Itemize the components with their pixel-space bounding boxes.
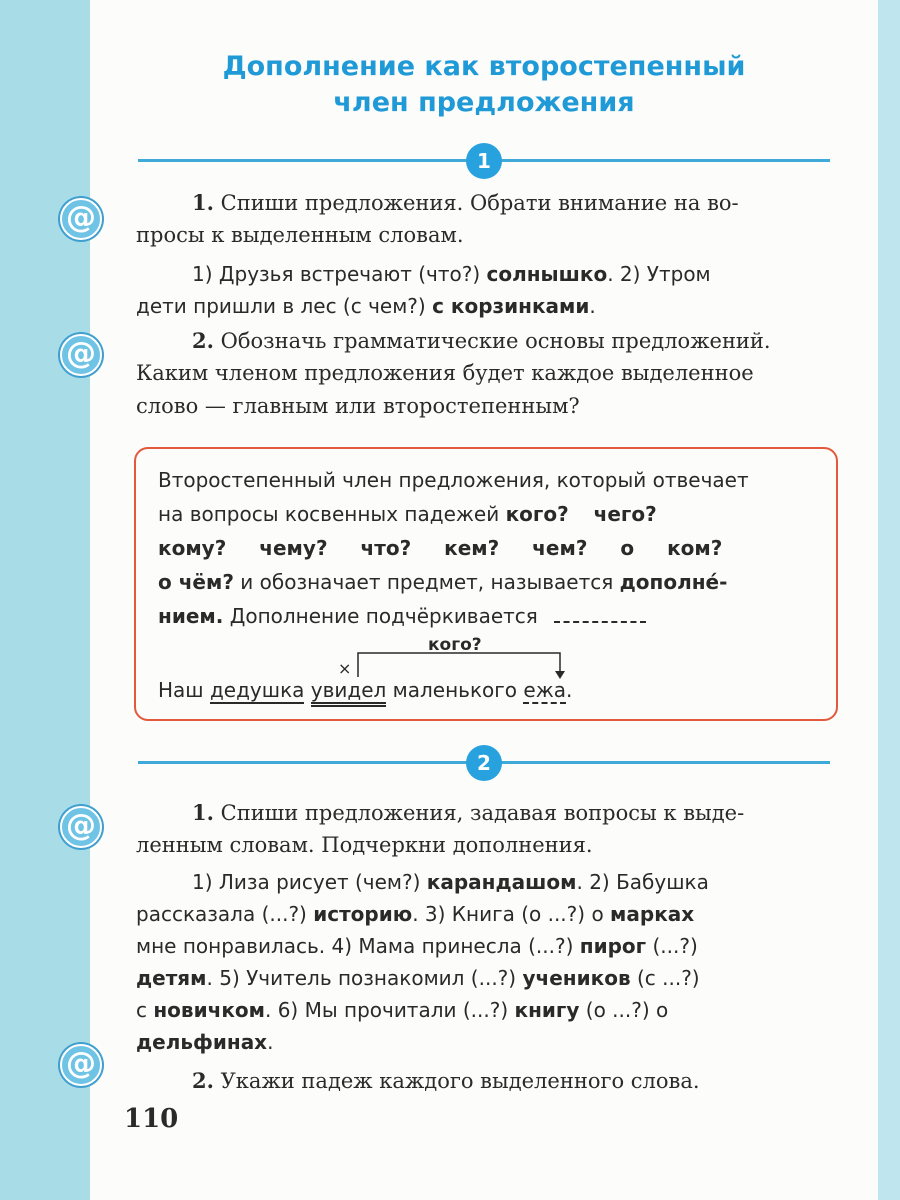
cross-mark: × (338, 659, 352, 678)
task-text-line1: Спиши предложения. Обрати внимание на во- (220, 191, 739, 215)
task-2-1-line2: ленным словам. Подчеркни дополнения. (136, 833, 593, 857)
exercise-line-1: 1) Лиза рисует (чем?) карандашом. 2) Бабушка (192, 870, 709, 894)
task-1-2: 2. Обозначь грамматические основы предложений. (192, 328, 771, 353)
example-sentence-2: дети пришли в лес (с чем?) с корзинками. (136, 294, 596, 318)
rule-box (134, 447, 838, 721)
exercise-line-2: рассказала (...?) историю. 3) Книга (о ...?) о марках (136, 902, 695, 926)
predicate-word: увидел (311, 678, 387, 707)
rule-line5: нием. Дополнение подчёркивается (158, 599, 818, 633)
task-2-1: 1. Спиши предложения, задавая вопросы к выде- (192, 800, 745, 825)
dashed-underline-sample (554, 603, 646, 623)
exercise-line-4: детям. 5) Учитель познакомил (...?) учеников (с ...?) (136, 966, 700, 990)
page-title-line2: член предложения (333, 87, 635, 118)
at-sign-icon: @ (60, 334, 102, 376)
rule-line3: кому? чему? что? кем? чем? о ком? (158, 536, 723, 560)
task-1-1-line2: просы к выделенным словам. (136, 223, 464, 247)
left-margin-strip (0, 0, 90, 1200)
page-title-line1: Дополнение как второстепенный (222, 51, 746, 82)
at-sign-icon: @ (60, 806, 102, 848)
task-number: 1. (192, 190, 214, 215)
task-1-2-line2: Каким членом предложения будет каждое выделенное (136, 361, 754, 385)
textbook-page (66, 0, 878, 1200)
example-sentence-1: 1) Друзья встречают (что?) солнышко. 2) Утром (192, 262, 711, 286)
exercise-line-5: с новичком. 6) Мы прочитали (...?) книгу (о ...?) о (136, 998, 669, 1022)
exercise-line-3: мне понравилась. 4) Мама принесла (...?) пирог (...?) (136, 934, 698, 958)
task-2-2: 2. Укажи падеж каждого выделенного слова. (192, 1068, 700, 1093)
task-1-2-line3: слово — главным или второстепенным? (136, 394, 580, 418)
object-word: ежа (523, 678, 566, 702)
right-margin-strip (878, 0, 900, 1200)
rule-line1: Второстепенный член предложения, который отвечает (158, 468, 749, 492)
rule-line2: на вопросы косвенных падежей кого? чего? (158, 502, 657, 526)
page-number: 110 (124, 1104, 179, 1134)
at-sign-icon: @ (60, 1044, 102, 1086)
question-label: кого? (428, 635, 482, 655)
subject-word: дедушка (209, 678, 305, 702)
task-1-1 (136, 186, 836, 220)
exercise-line-6: дельфинах. (136, 1030, 274, 1054)
example-sentence: Наш дедушка увидел маленького ежа. (158, 675, 572, 705)
at-sign-icon: @ (60, 198, 102, 240)
section-badge-1: 1 (466, 143, 502, 179)
rule-line4: о чём? и обозначает предмет, называется дополне́- (158, 570, 728, 594)
section-badge-2: 2 (466, 745, 502, 781)
